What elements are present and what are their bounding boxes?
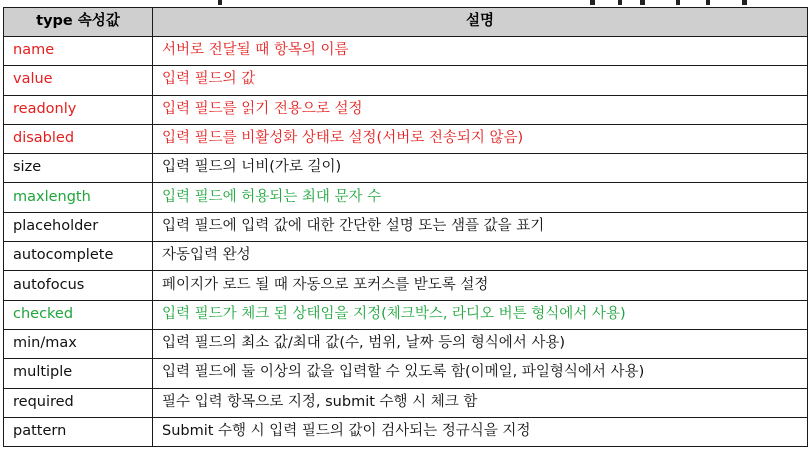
attribute-description-cell: 입력 필드를 읽기 전용으로 설정 <box>153 95 808 124</box>
attribute-description-cell: 페이지가 로드 될 때 자동으로 포커스를 받도록 설정 <box>153 271 808 300</box>
table-row <box>4 37 808 66</box>
table-row <box>4 242 808 271</box>
table-row <box>4 300 808 329</box>
attribute-description-cell: 필수 입력 항목으로 지정, submit 수행 시 체크 함 <box>153 388 808 417</box>
cropped-title-fragment <box>0 0 811 6</box>
attribute-name-cell: pattern <box>4 417 153 446</box>
attribute-name-cell: value <box>4 66 153 95</box>
attribute-description-cell: 자동입력 완성 <box>153 242 808 271</box>
table-row <box>4 329 808 358</box>
attribute-description-cell: 입력 필드의 값 <box>153 66 808 95</box>
attribute-name-cell: name <box>4 37 153 66</box>
attribute-description-cell: 입력 필드에 입력 값에 대한 간단한 설명 또는 샘플 값을 표기 <box>153 212 808 241</box>
attribute-description-cell: 입력 필드에 둘 이상의 값을 입력할 수 있도록 함(이메일, 파일형식에서 사용) <box>153 359 808 388</box>
attribute-description-cell: 입력 필드가 체크 된 상태임을 지정(체크박스, 라디오 버튼 형식에서 사용) <box>153 300 808 329</box>
attribute-description-cell: 서버로 전달될 때 항목의 이름 <box>153 37 808 66</box>
attribute-name-cell: multiple <box>4 359 153 388</box>
table-row <box>4 359 808 388</box>
attribute-name-cell: disabled <box>4 124 153 153</box>
attribute-name-cell: readonly <box>4 95 153 124</box>
attribute-name-cell: size <box>4 154 153 183</box>
table-row <box>4 388 808 417</box>
table-row <box>4 124 808 153</box>
attribute-description-cell: 입력 필드의 최소 값/최대 값(수, 범위, 날짜 등의 형식에서 사용) <box>153 329 808 358</box>
table-row <box>4 66 808 95</box>
attribute-name-cell: min/max <box>4 329 153 358</box>
attribute-description-cell: 입력 필드를 비활성화 상태로 설정(서버로 전송되지 않음) <box>153 124 808 153</box>
table-row <box>4 417 808 446</box>
table-row <box>4 271 808 300</box>
attribute-name-cell: placeholder <box>4 212 153 241</box>
attribute-name-cell: maxlength <box>4 183 153 212</box>
table-row <box>4 154 808 183</box>
header-attribute: type 속성값 <box>4 8 153 37</box>
table-row <box>4 95 808 124</box>
attribute-name-cell: autocomplete <box>4 242 153 271</box>
attribute-description-cell: 입력 필드의 너비(가로 길이) <box>153 154 808 183</box>
attribute-description-cell: Submit 수행 시 입력 필드의 값이 검사되는 정규식을 지정 <box>153 417 808 446</box>
table-header-row <box>4 8 808 37</box>
attribute-name-cell: autofocus <box>4 271 153 300</box>
table-row <box>4 212 808 241</box>
attribute-name-cell: checked <box>4 300 153 329</box>
input-attributes-table <box>3 7 808 447</box>
header-description: 설명 <box>153 8 808 37</box>
attribute-description-cell: 입력 필드에 허용되는 최대 문자 수 <box>153 183 808 212</box>
table-row <box>4 183 808 212</box>
attribute-name-cell: required <box>4 388 153 417</box>
